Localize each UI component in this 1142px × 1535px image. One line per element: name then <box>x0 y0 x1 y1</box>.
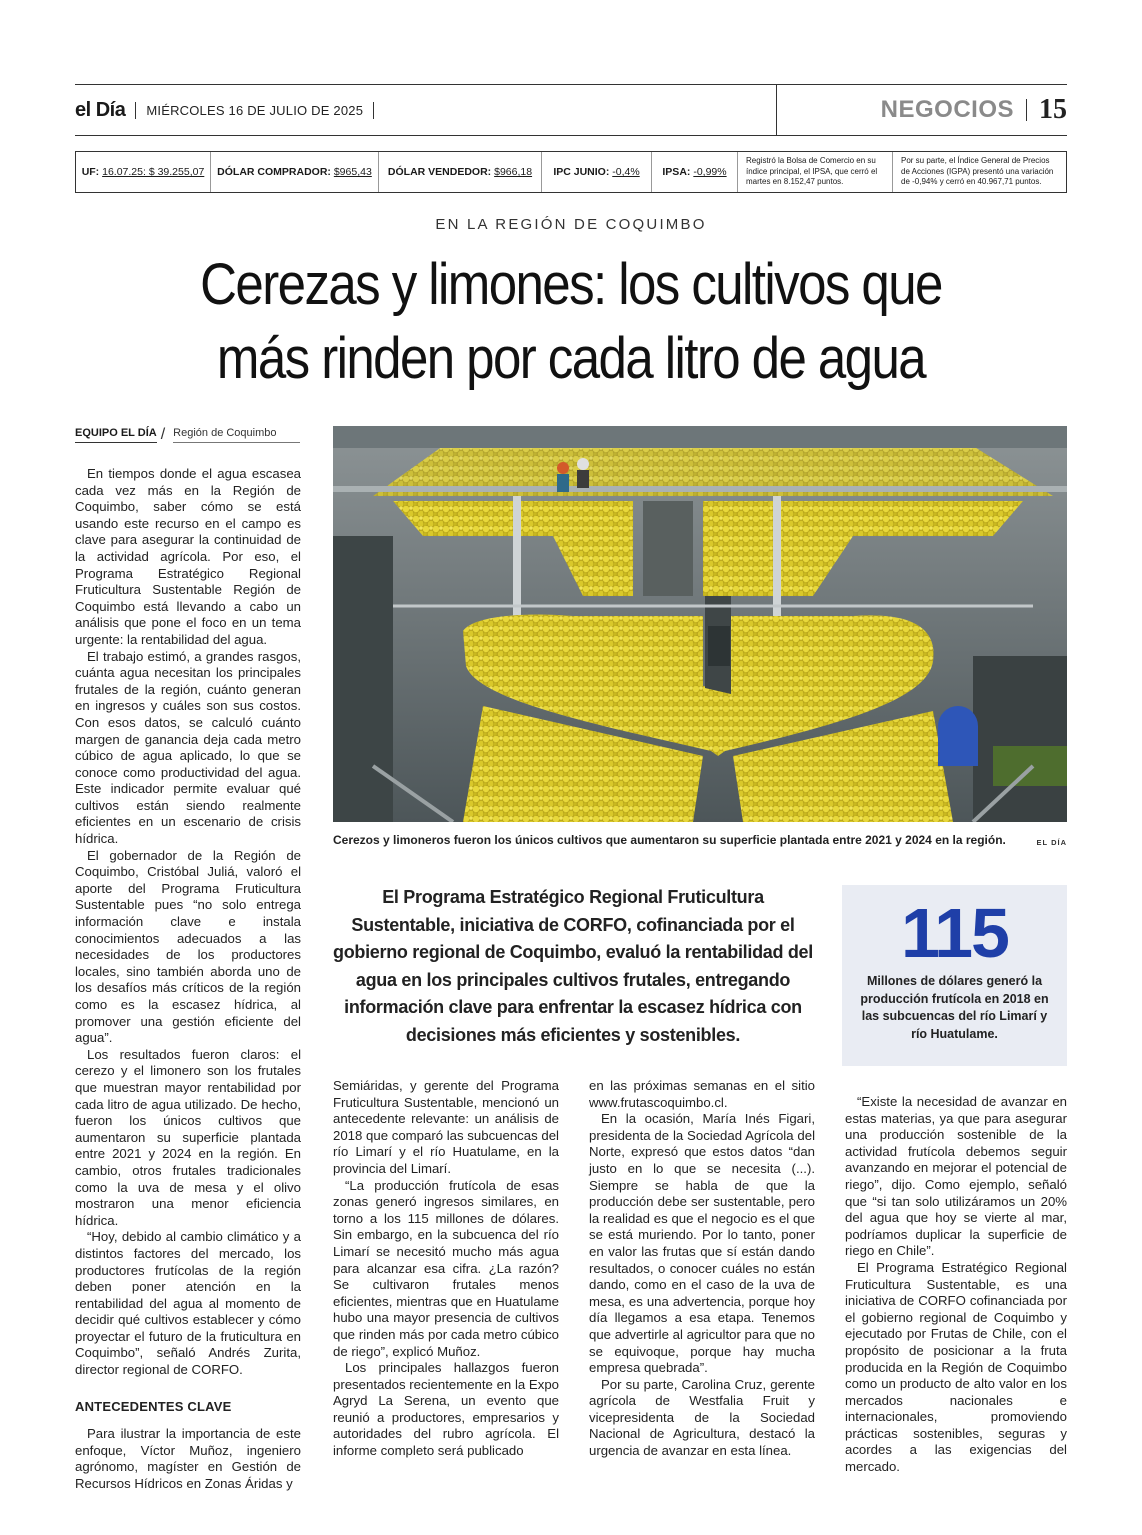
photo-credit: EL DÍA <box>1036 838 1067 847</box>
subheading: ANTECEDENTES CLAVE <box>75 1398 232 1414</box>
stat-description: Millones de dólares generó la producción frutícola en 2018 en las subcuencas del río Limarí y río Huatulame. <box>860 974 1049 1041</box>
stat-box <box>842 885 1067 1066</box>
paragraph: en las próximas semanas en el sitio www.frutascoquimbo.cl. <box>589 1078 815 1110</box>
article-column-3 <box>589 1078 815 1460</box>
headline-line: más rinden por cada litro de agua <box>216 326 926 391</box>
paragraph: Por su parte, Carolina Cruz, gerente agrícola de Westfalia Fruit y vicepresidenta de la Sociedad Nacional de Agricultura, destacó la urgencia de avanzar en esta línea. <box>589 1376 815 1459</box>
indicator-value: $966,18 <box>494 166 533 178</box>
indicator-value: -0,99% <box>693 166 727 178</box>
article-column-1 <box>75 466 301 1493</box>
issue-date: MIÉRCOLES 16 DE JULIO DE 2025 <box>146 103 364 118</box>
masthead-left <box>75 99 374 122</box>
article-kicker: EN LA REGIÓN DE COQUIMBO <box>435 216 707 233</box>
article-photo[interactable] <box>333 426 1067 822</box>
stat-number: 115 <box>901 894 1008 972</box>
byline-author: EQUIPO EL DÍA <box>75 427 157 443</box>
paragraph: Para ilustrar la importancia de este enfoque, Víctor Muñoz, ingeniero agrónomo, magíster en Gestión de Recursos Hídricos en Zonas Áridas y <box>75 1426 301 1492</box>
article-column-2 <box>333 1078 559 1460</box>
indicator-ipc <box>542 152 652 192</box>
paragraph: “Hoy, debido al cambio climático y a distintos factores del mercado, los productores frutícolas de la región deben poner atención en la rentabilidad del agua al momento de decidir qué cultivos establecer y cómo proyectar el futuro de la fruticultura en Coquimbo”, señaló Andrés Zurita, director regional de CORFO. <box>75 1229 301 1378</box>
lemon-packing-plant-image <box>333 426 1067 822</box>
byline-slash: / <box>160 426 166 443</box>
article-deck: El Programa Estratégico Regional Fruticultura Sustentable, iniciativa de CORFO, cofinanciada por el gobierno regional de Coquimbo, evaluó la rentabilidad del agua en los principales cultivos frutales, entregando información clave para enfrentar la escasez hídrica con decisiones más eficientes y sostenibles. <box>333 887 813 1045</box>
economic-indicators-bar <box>75 151 1067 193</box>
divider <box>373 102 374 119</box>
indicator-value: 16.07.25: $ 39.255,07 <box>102 166 205 178</box>
paragraph: “La producción frutícola de esas zonas generó ingresos similares, en torno a los 115 millones de dólares. Sin embargo, en la subcuenca del río Limarí se necesitó mucho más agua para alcanzar esa cifra. ¿La razón? Se cultivaron frutales menos eficientes, mientras que en Huatulame hubo una mayor presencia de cultivos que rinden más por cada metro cúbico de riego”, explicó Muñoz. <box>333 1177 559 1359</box>
article-column-4 <box>845 1094 1067 1476</box>
article-headline <box>135 248 1008 396</box>
byline-place: Región de Coquimbo <box>173 427 300 443</box>
indicator-label: IPSA: <box>662 166 691 178</box>
indicator-ipsa <box>652 152 738 192</box>
ipsa-note: Registró la Bolsa de Comercio en su índice principal, el IPSA, que cerró el martes en 8.152,47 puntos. <box>738 152 893 192</box>
indicator-value: -0,4% <box>612 166 640 178</box>
indicator-dolar-comprador <box>211 152 379 192</box>
paragraph: “Existe la necesidad de avanzar en estas materias, ya que para asegurar una producción sostenible de la actividad frutícola debemos seguir avanzando en mejorar el potencial de riego”, dijo. Como ejemplo, señaló que “si tan solo utilizáramos un 20% del agua que hoy se vierte al mar, podríamos duplicar la superficie de riego en Chile”. <box>845 1094 1067 1259</box>
paragraph: En la ocasión, María Inés Figari, presidenta de la Sociedad Agrícola del Norte, expresó que estos datos “dan justo en lo que se necesita (...). Siempre se habla de que la producción debe ser sustentable, pero la realidad es que el negocio es el que se está muriendo. Por lo tanto, poner en valor las frutas que sí están dando resultados, o conocer cuáles no están dando, como en el caso de la uva de mesa, es una advertencia, porque hoy día llegamos a esa etapa. Tenemos que advertirle al agricultor para que no se equivoque, porque hay mucha empresa quebrada”. <box>589 1111 815 1376</box>
newspaper-logo[interactable]: el Día <box>75 99 126 121</box>
masthead-right <box>776 85 1067 135</box>
paragraph: En tiempos donde el agua escasea cada vez más en la Región de Coquimbo, saber cómo se está usando este recurso en el campo es clave para asegurar la continuidad de la actividad agrícola. Por eso, el Programa Estratégico Regional Fruticultura Sustentable Región de Coquimbo está llevando a cabo un análisis que pone el foco en un tema urgente: la rentabilidad del agua. <box>75 466 301 647</box>
indicator-label: DÓLAR COMPRADOR: <box>217 166 331 178</box>
paragraph: El trabajo estimó, a grandes rasgos, cuánta agua necesitan los principales frutales de la región, cuánto generan en ingresos y cuáles son sus costos. Con esos datos, se calculó cuánto margen de ganancia deja cada metro cúbico de agua aplicado, lo que se conoce como productividad del agua. Este indicador permite evaluar qué cultivos están siendo realmente eficientes en un escenario de crisis hídrica. <box>75 648 301 847</box>
photo-caption: Cerezos y limoneros fueron los únicos cultivos que aumentaron su superficie plantada entre 2021 y 2024 en la región. <box>333 833 1006 847</box>
paragraph: Los principales hallazgos fueron presentados recientemente en la Expo Agryd La Serena, un evento que reunió a productores, empresarios y autoridades del rubro agrícola. El informe completo será publicado <box>333 1360 559 1459</box>
masthead <box>75 84 1067 136</box>
paragraph: El gobernador de la Región de Coquimbo, Cristóbal Juliá, valoró el aporte del Programa Fruticultura Sustentable pues “no solo entrega información clave e instala conocimientos adecuados a las necesidades de los productores locales, sino también aborda uno de los desafíos más críticos de la región como es la escasez hídrica, al promover una gestión eficiente del agua”. <box>75 847 301 1046</box>
indicator-label: IPC JUNIO: <box>553 166 610 178</box>
page-number: 15 <box>1026 99 1067 121</box>
headline-line: Cerezas y limones: los cultivos que <box>200 252 942 317</box>
paragraph: Semiáridas, y gerente del Programa Fruticultura Sustentable, mencionó un antecedente relevante: un análisis de 2018 que comparó las subcuencas del río Limarí y el río Huatulame, en la provincia del Limarí. <box>333 1078 559 1176</box>
byline <box>75 427 300 443</box>
divider <box>135 102 136 119</box>
paragraph: Los resultados fueron claros: el cerezo y el limonero son los frutales que muestran mayor rentabilidad por cada litro de agua utilizado. De hecho, fueron los únicos cultivos que aumentaron su superficie plantada entre 2021 y 2024 en la región. En cambio, otros frutales tradicionales como la uva de mesa y el olivo mostraron una menor eficiencia hídrica. <box>75 1046 301 1228</box>
indicator-label: DÓLAR VENDEDOR: <box>387 166 492 178</box>
indicator-dolar-vendedor <box>379 152 542 192</box>
section-name[interactable]: NEGOCIOS <box>880 96 1014 123</box>
indicator-label: UF: <box>81 166 100 178</box>
indicator-uf <box>76 152 211 192</box>
igpa-note: Por su parte, el Índice General de Precios de Acciones (IGPA) presentó una variación de -0,94% y cerró en 40.967,71 puntos. <box>901 156 1054 187</box>
paragraph: El Programa Estratégico Regional Fruticultura Sustentable, es una iniciativa de CORFO cofinanciada por el gobierno regional de Coquimbo y ejecutado por Frutas de Chile, con el propósito de posicionar a la fruta producida en la Región de Coquimbo como un producto de alto valor en los mercados nacionales e internacionales, promoviendo prácticas sostenibles, seguras y acordes a las exigencias del mercado. <box>845 1259 1067 1475</box>
indicator-value: $965,43 <box>333 166 372 178</box>
